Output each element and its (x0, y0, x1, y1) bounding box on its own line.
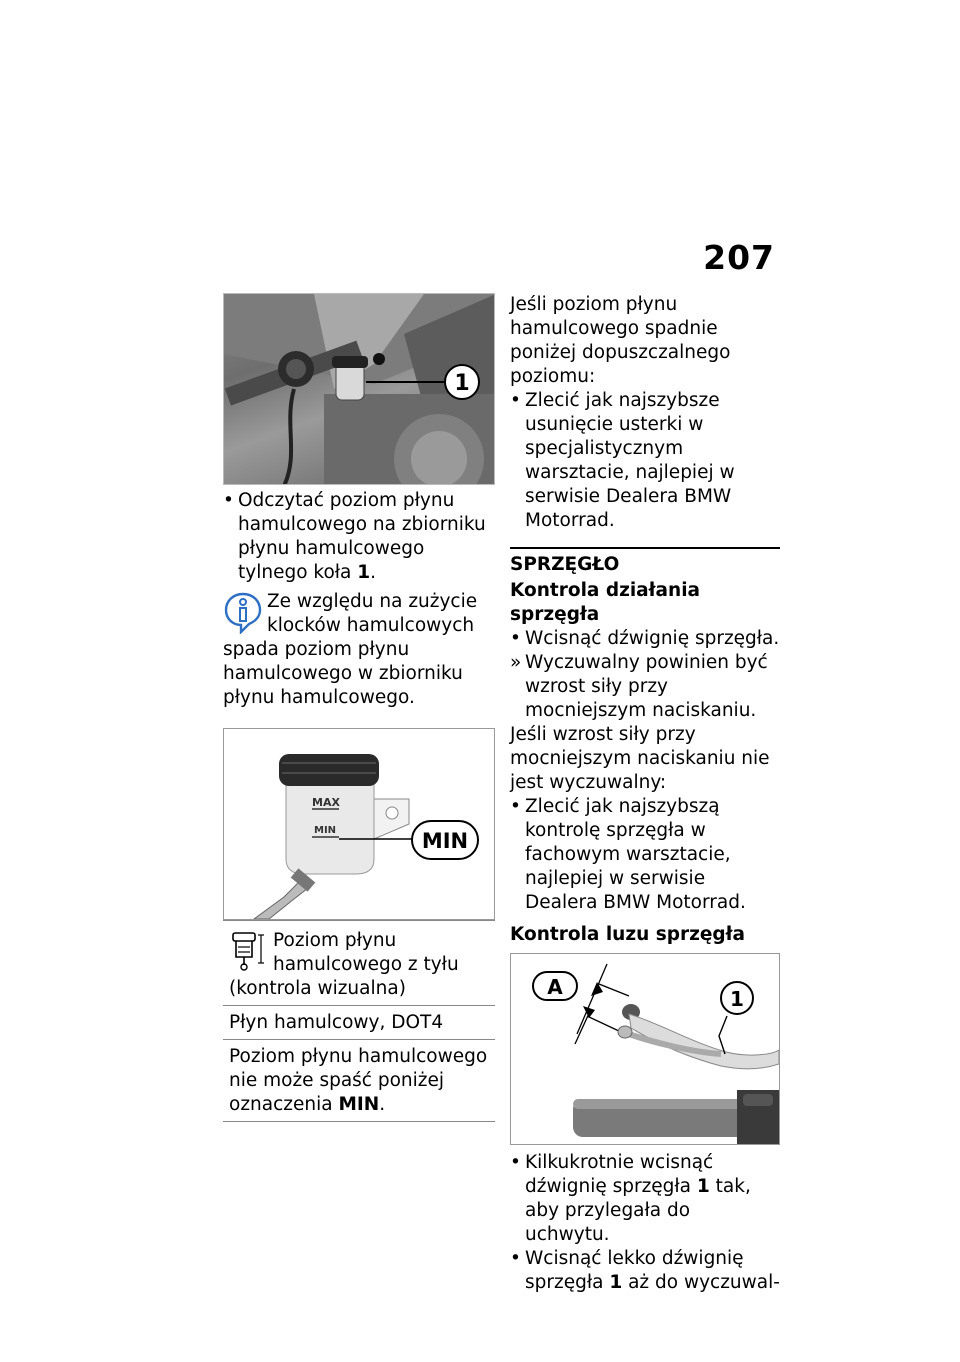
check-clutch-bullet (510, 795, 780, 915)
press-lever-bullet (510, 627, 780, 651)
spec-fluid-text: Płyn hamulcowy, DOT4 (229, 1012, 444, 1033)
light-press-end: aż do wyczuwal- (622, 1272, 780, 1293)
spec-row-min (223, 1040, 495, 1122)
left-column (223, 293, 495, 1122)
multi-press-ref: 1 (696, 1176, 710, 1197)
spec-min-pre: Poziom płynu hamulcowego nie może spaść poniżej oznaczenia (229, 1046, 488, 1115)
light-press-pre: Wcisnąć lekko dźwignię sprzęgła (525, 1248, 744, 1293)
reservoir-level-diagram (223, 728, 495, 920)
read-level-bullet (223, 489, 495, 585)
min-label: MIN (314, 825, 337, 836)
multi-press-end: tak, aby przylegała do uchwytu. (525, 1176, 751, 1245)
clutch-lever-diagram (510, 953, 780, 1145)
spec-min-text (229, 1045, 489, 1117)
info-note (223, 590, 495, 710)
press-lever-text: Wcisnąć dźwignię sprzęgła. (525, 628, 780, 649)
read-level-end: . (370, 562, 377, 583)
max-label: MAX (312, 796, 340, 809)
read-level-text: Odczytać poziom płynu hamulcowego na zbiorniku płynu hamulcowego tylnego koła (238, 490, 486, 583)
result-text: Wyczuwalny powinien być wzrost siły przy mocniejszym naciskaniu. (525, 652, 768, 721)
info-note-text: Ze względu na zużycie klocków hamulcowych spada poziom płynu hamulcowego w zbiorniku płynu hamulcowego. (223, 591, 478, 708)
lever-label-1: 1 (730, 987, 744, 1011)
multi-press-pre: Kilkukrotnie wcisnąć dźwignię sprzęgła (525, 1152, 714, 1197)
spec-min-end: . (379, 1094, 386, 1115)
dealer-bullet (510, 389, 780, 533)
reservoir-check-icon (229, 929, 267, 971)
page-number: 207 (703, 238, 775, 277)
section-divider (510, 547, 780, 549)
spec-min-bold: MIN (338, 1094, 380, 1115)
dealer-bullet-text: Zlecić jak najszybsze usunięcie usterki w specjalistycznym warsztacie, najlepiej w serwisie Dealera BMW Motorrad. (525, 390, 735, 531)
spec-level-text: Poziom płynu hamulcowego z tyłu (kontrola wizualna) (229, 930, 459, 999)
brake-reservoir-photo (223, 293, 495, 485)
result-item (510, 651, 780, 723)
min-callout: MIN (421, 829, 469, 853)
read-level-ref: 1 (357, 562, 371, 583)
spec-row-fluid (223, 1006, 495, 1040)
section-title: SPRZĘGŁO (510, 554, 620, 575)
photo-callout-1: 1 (454, 371, 470, 396)
right-column (510, 293, 780, 1295)
clutch-lever-svg (511, 954, 779, 1144)
spec-table (223, 920, 495, 1122)
check-clutch-text: Zlecić jak najszybszą kontrolę sprzęgła w fachowym warsztacie, najlepiej w serwisie Dealera BMW Motorrad. (525, 796, 746, 913)
clutch-play-heading: Kontrola luzu sprzęgła (510, 924, 746, 945)
clutch-function-heading: Kontrola działania sprzęgła (510, 580, 701, 625)
low-level-intro: Jeśli poziom płynu hamulcowego spadnie poniżej dopuszczalnego poziomu: (510, 294, 731, 387)
light-press-ref: 1 (609, 1272, 623, 1293)
info-icon (223, 590, 263, 634)
multi-press-bullet (510, 1151, 780, 1247)
spec-row-level (223, 921, 495, 1006)
lever-label-a: A (547, 975, 563, 999)
light-press-bullet (510, 1247, 780, 1295)
brake-reservoir-illustration (224, 294, 495, 485)
condition-text: Jeśli wzrost siły przy mocniejszym naciskaniu nie jest wyczuwalny: (510, 724, 770, 793)
reservoir-diagram-svg (224, 729, 494, 919)
